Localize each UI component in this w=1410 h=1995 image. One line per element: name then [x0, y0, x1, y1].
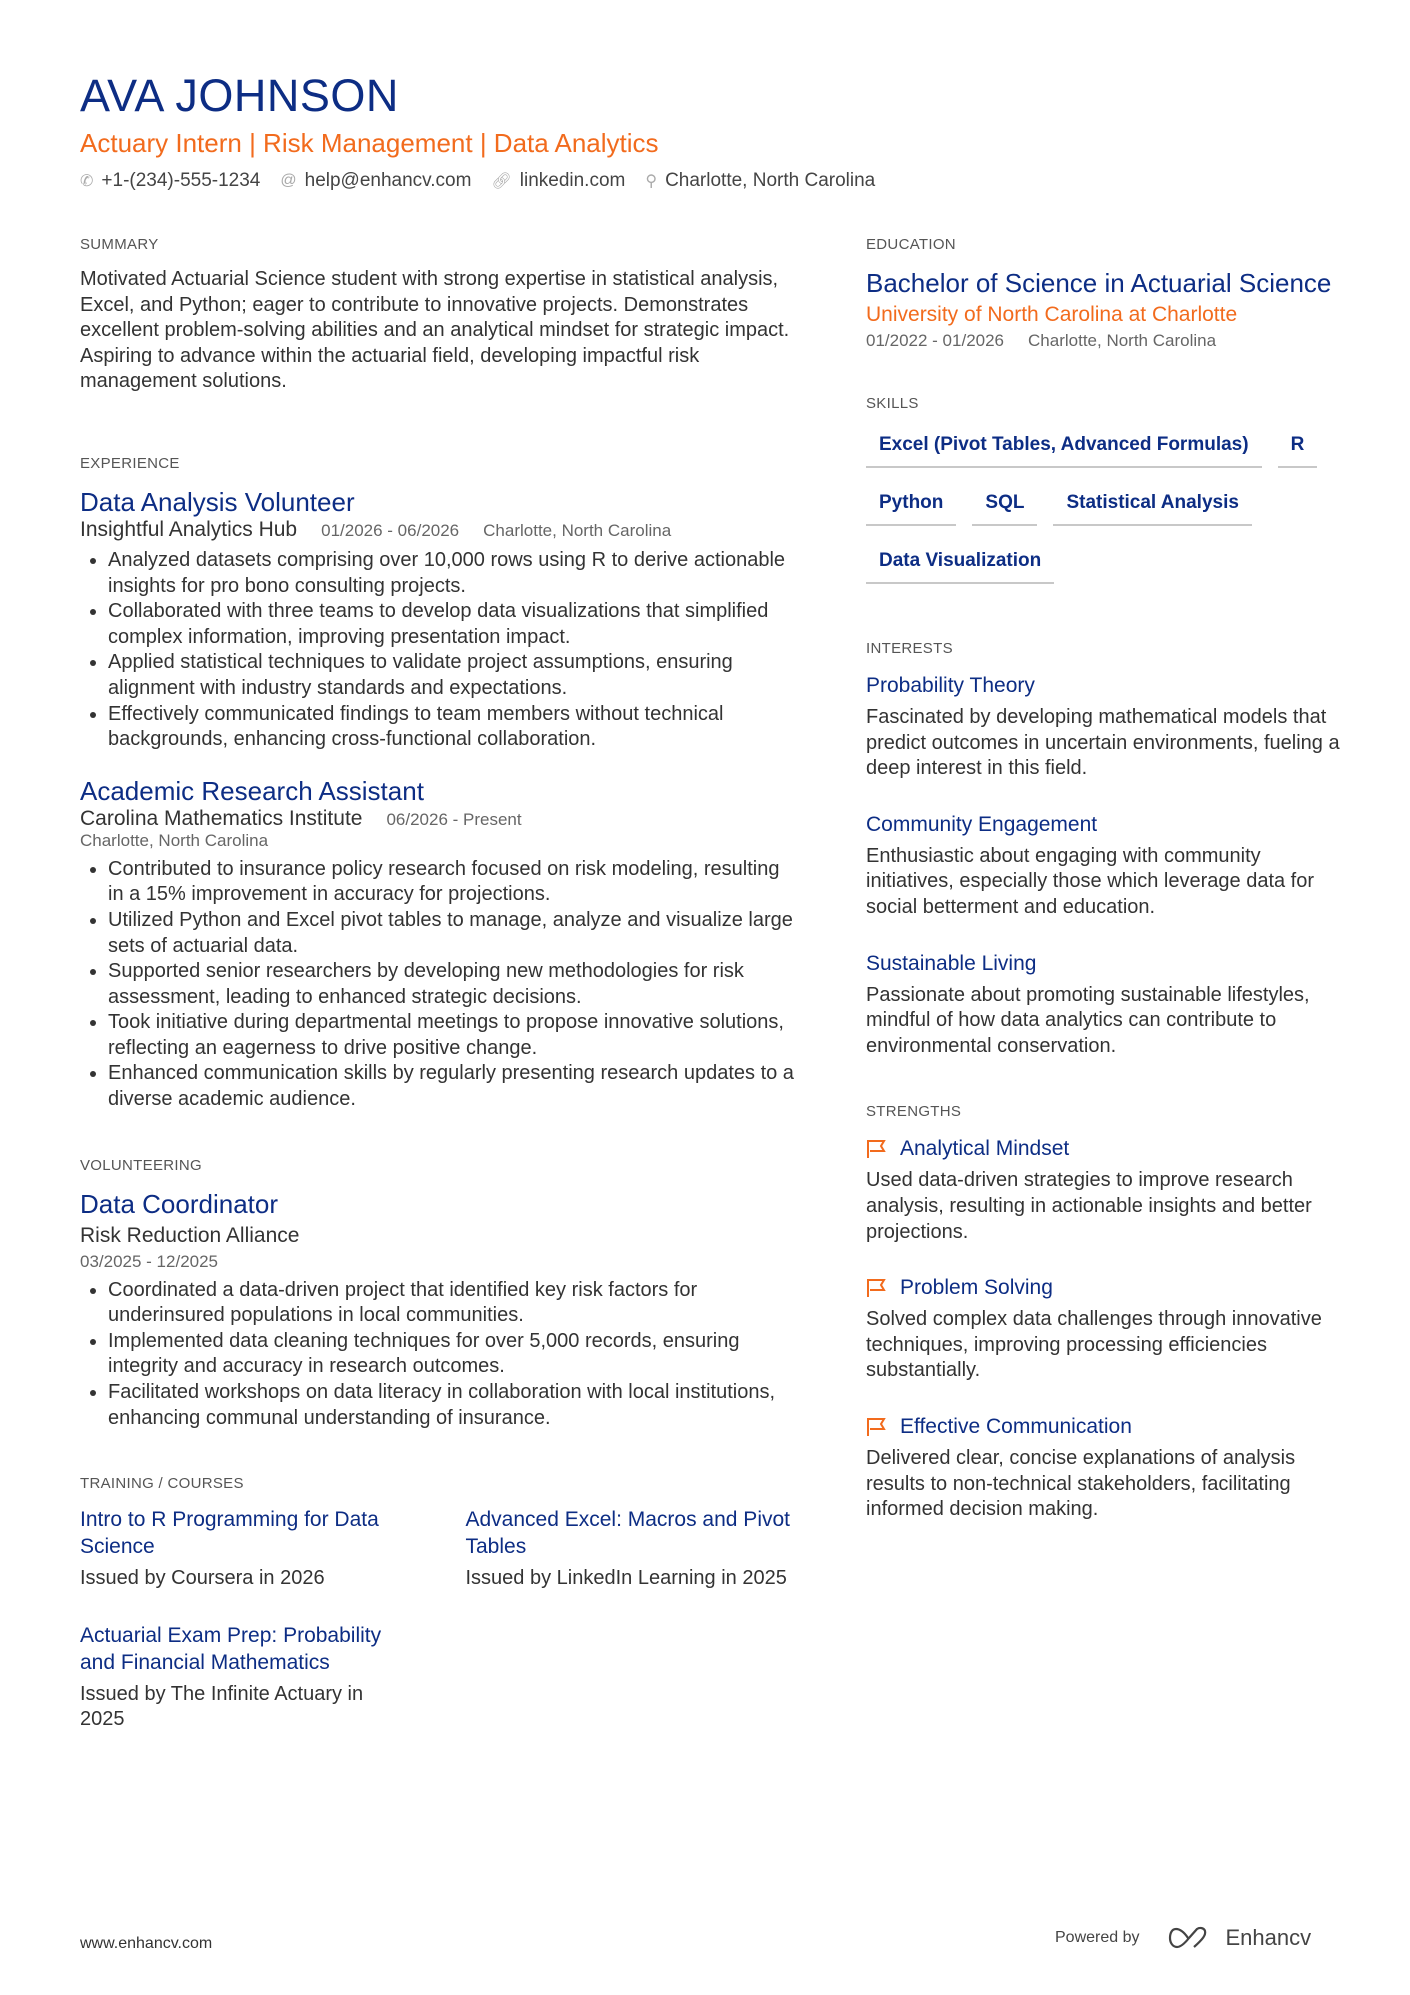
- section-label: INTERESTS: [866, 640, 953, 657]
- skill-tag: SQL: [972, 484, 1037, 526]
- section-label: EDUCATION: [866, 236, 956, 253]
- candidate-name: AVA JOHNSON: [80, 70, 399, 121]
- bullet: • Coordinated a data-driven project that identified key risk factors for underinsured populations in local communities.: [108, 1278, 795, 1329]
- bullet: • Effectively communicated findings to team members without technical backgrounds, enhancing cross-functional collaboration.: [108, 702, 795, 753]
- skill-tag: Python: [866, 484, 956, 526]
- strength-text: Solved complex data challenges through innovative techniques, improving processing efficiencies substantially.: [866, 1308, 1322, 1382]
- section-label: EXPERIENCE: [80, 454, 180, 472]
- job-title: Data Analysis Volunteer: [80, 486, 355, 517]
- location-pin-icon: ⚲: [645, 173, 658, 190]
- bullet: • Analyzed datasets comprising over 10,000 rows using R to derive actionable insights for pro bono consulting projects.: [108, 548, 795, 599]
- volunteer-dates: 03/2025 - 12/2025: [80, 1251, 219, 1271]
- bullet: • Contributed to insurance policy research focused on risk modeling, resulting in a 15% improvement in accuracy for projections.: [108, 857, 795, 908]
- strength-text: Delivered clear, concise explanations of analysis results to non-technical stakeholders, facilitating informed decision making.: [866, 1446, 1296, 1521]
- company: Carolina Mathematics Institute: [80, 806, 363, 830]
- interest-text: Passionate about promoting sustainable lifestyles, mindful of how data analytics can contribute to environmental conservation.: [866, 983, 1310, 1057]
- course-title: Intro to R Programming for Data Science: [80, 1508, 379, 1559]
- summary-section: [80, 236, 795, 395]
- course-item: [466, 1506, 796, 1592]
- bullet: • Applied statistical techniques to validate project assumptions, ensuring alignment with industry standards and expectations.: [108, 650, 795, 701]
- skill-tag: Excel (Pivot Tables, Advanced Formulas): [866, 426, 1262, 468]
- strength-title: Problem Solving: [900, 1276, 1053, 1300]
- link-icon: 🔗︎: [491, 173, 512, 190]
- section-label: SKILLS: [866, 395, 919, 412]
- bullet: • Utilized Python and Excel pivot tables to manage, analyze and visualize large sets of actuarial data.: [108, 908, 795, 959]
- bullet: • Supported senior researchers by developing new methodologies for risk assessment, leading to enhanced strategic decisions.: [108, 959, 795, 1010]
- bullet: • Took initiative during departmental meetings to propose innovative solutions, reflecting an eagerness to drive positive change.: [108, 1010, 795, 1061]
- interest-item: [866, 671, 1346, 782]
- strength-title: Effective Communication: [900, 1414, 1132, 1438]
- bullet: • Facilitated workshops on data literacy in collaboration with local institutions, enhancing communal understanding of insurance.: [108, 1380, 795, 1431]
- course-issuer: Issued by Coursera in 2026: [80, 1567, 325, 1590]
- phone: +1-(234)-555-1234: [101, 170, 261, 191]
- interest-title: Community Engagement: [866, 812, 1098, 836]
- section-label: VOLUNTEERING: [80, 1156, 202, 1174]
- course-title: Actuarial Exam Prep: Probability and Financial Mathematics: [80, 1623, 382, 1674]
- job-entry: [80, 486, 795, 753]
- education-section: [866, 236, 1346, 351]
- linkedin-link[interactable]: linkedin.com: [519, 170, 626, 191]
- summary-text: Motivated Actuarial Science student with strong expertise in statistical analysis, Excel, and Python; eager to contribute to innovative projects. Demonstrates excellent problem-solving abilities and an analytical mindset for strategic impact. Aspiring to advance within the actuarial field, developing impactful risk management solutions.: [80, 268, 790, 393]
- skill-tag: Data Visualization: [866, 542, 1054, 584]
- bullet: • Collaborated with three teams to develop data visualizations that simplified complex information, improving presentation impact.: [108, 599, 795, 650]
- volunteer-org: Risk Reduction Alliance: [80, 1223, 300, 1247]
- email[interactable]: help@enhancv.com: [304, 170, 472, 191]
- location: Charlotte, North Carolina: [665, 170, 876, 191]
- course-item: [80, 1506, 410, 1592]
- candidate-title: Actuary Intern | Risk Management | Data Analytics: [80, 128, 659, 158]
- flag-icon: [866, 1278, 890, 1298]
- bullet: • Enhanced communication skills by regularly presenting research updates to a diverse academic audience.: [108, 1061, 795, 1112]
- skill-tag: R: [1278, 426, 1318, 468]
- edu-location: Charlotte, North Carolina: [1028, 331, 1217, 350]
- course-title: Advanced Excel: Macros and Pivot Tables: [465, 1508, 790, 1559]
- company: Insightful Analytics Hub: [80, 517, 298, 541]
- strength-title: Analytical Mindset: [900, 1137, 1070, 1161]
- section-label: STRENGTHS: [866, 1103, 962, 1121]
- job-title: Academic Research Assistant: [80, 775, 424, 806]
- training-section: [80, 1475, 795, 1733]
- strength-text: Used data-driven strategies to improve research analysis, resulting in actionable insights and better projections.: [866, 1169, 1312, 1243]
- volunteer-title: Data Coordinator: [80, 1188, 278, 1219]
- interest-item: [866, 810, 1346, 921]
- volunteering-section: [80, 1157, 795, 1432]
- at-icon: @: [280, 172, 297, 189]
- course-issuer: Issued by LinkedIn Learning in 2025: [465, 1567, 787, 1590]
- resume-header: [80, 68, 875, 192]
- interest-text: Fascinated by developing mathematical models that predict outcomes in uncertain environments, fueling a deep interest in this field.: [866, 706, 1340, 780]
- degree: Bachelor of Science in Actuarial Science: [866, 268, 1332, 298]
- footer-branding: [1055, 1925, 1311, 1951]
- job-location: Charlotte, North Carolina: [80, 830, 269, 850]
- job-dates: 01/2026 - 06/2026: [321, 520, 460, 540]
- interest-item: [866, 949, 1346, 1060]
- section-label: TRAINING / COURSES: [80, 1475, 244, 1493]
- skill-tag: Statistical Analysis: [1053, 484, 1251, 526]
- job-dates: 06/2026 - Present: [386, 809, 522, 829]
- flag-icon: [866, 1417, 890, 1437]
- strength-item: [866, 1412, 1346, 1523]
- job-location: Charlotte, North Carolina: [483, 520, 672, 540]
- strengths-section: [866, 1103, 1346, 1522]
- course-item: [80, 1622, 410, 1733]
- footer-website[interactable]: www.enhancv.com: [80, 1935, 213, 1952]
- experience-section: [80, 455, 795, 1113]
- flag-icon: [866, 1139, 890, 1159]
- interest-title: Sustainable Living: [866, 951, 1037, 975]
- powered-by-label: Powered by: [1055, 1929, 1140, 1946]
- interest-text: Enthusiastic about engaging with community initiatives, especially those which leverage data for social betterment and education.: [866, 844, 1315, 918]
- contact-info: [80, 170, 875, 192]
- bullet: • Implemented data cleaning techniques for over 5,000 records, ensuring integrity and accuracy in research outcomes.: [108, 1329, 795, 1380]
- phone-icon: ✆: [80, 173, 94, 190]
- job-entry: [80, 775, 795, 1113]
- edu-dates: 01/2022 - 01/2026: [866, 331, 1005, 350]
- strength-item: [866, 1273, 1346, 1384]
- skills-section: [866, 395, 1346, 584]
- section-label: SUMMARY: [80, 236, 159, 253]
- interest-title: Probability Theory: [866, 674, 1035, 697]
- enhancv-logo[interactable]: [1168, 1925, 1312, 1951]
- course-issuer: Issued by The Infinite Actuary in 2025: [80, 1682, 364, 1731]
- school: University of North Carolina at Charlotte: [866, 303, 1238, 326]
- interests-section: [866, 640, 1346, 1059]
- strength-item: [866, 1134, 1346, 1245]
- brand-name: Enhancv: [1225, 1925, 1312, 1950]
- enhancv-logo-icon: [1168, 1926, 1214, 1950]
